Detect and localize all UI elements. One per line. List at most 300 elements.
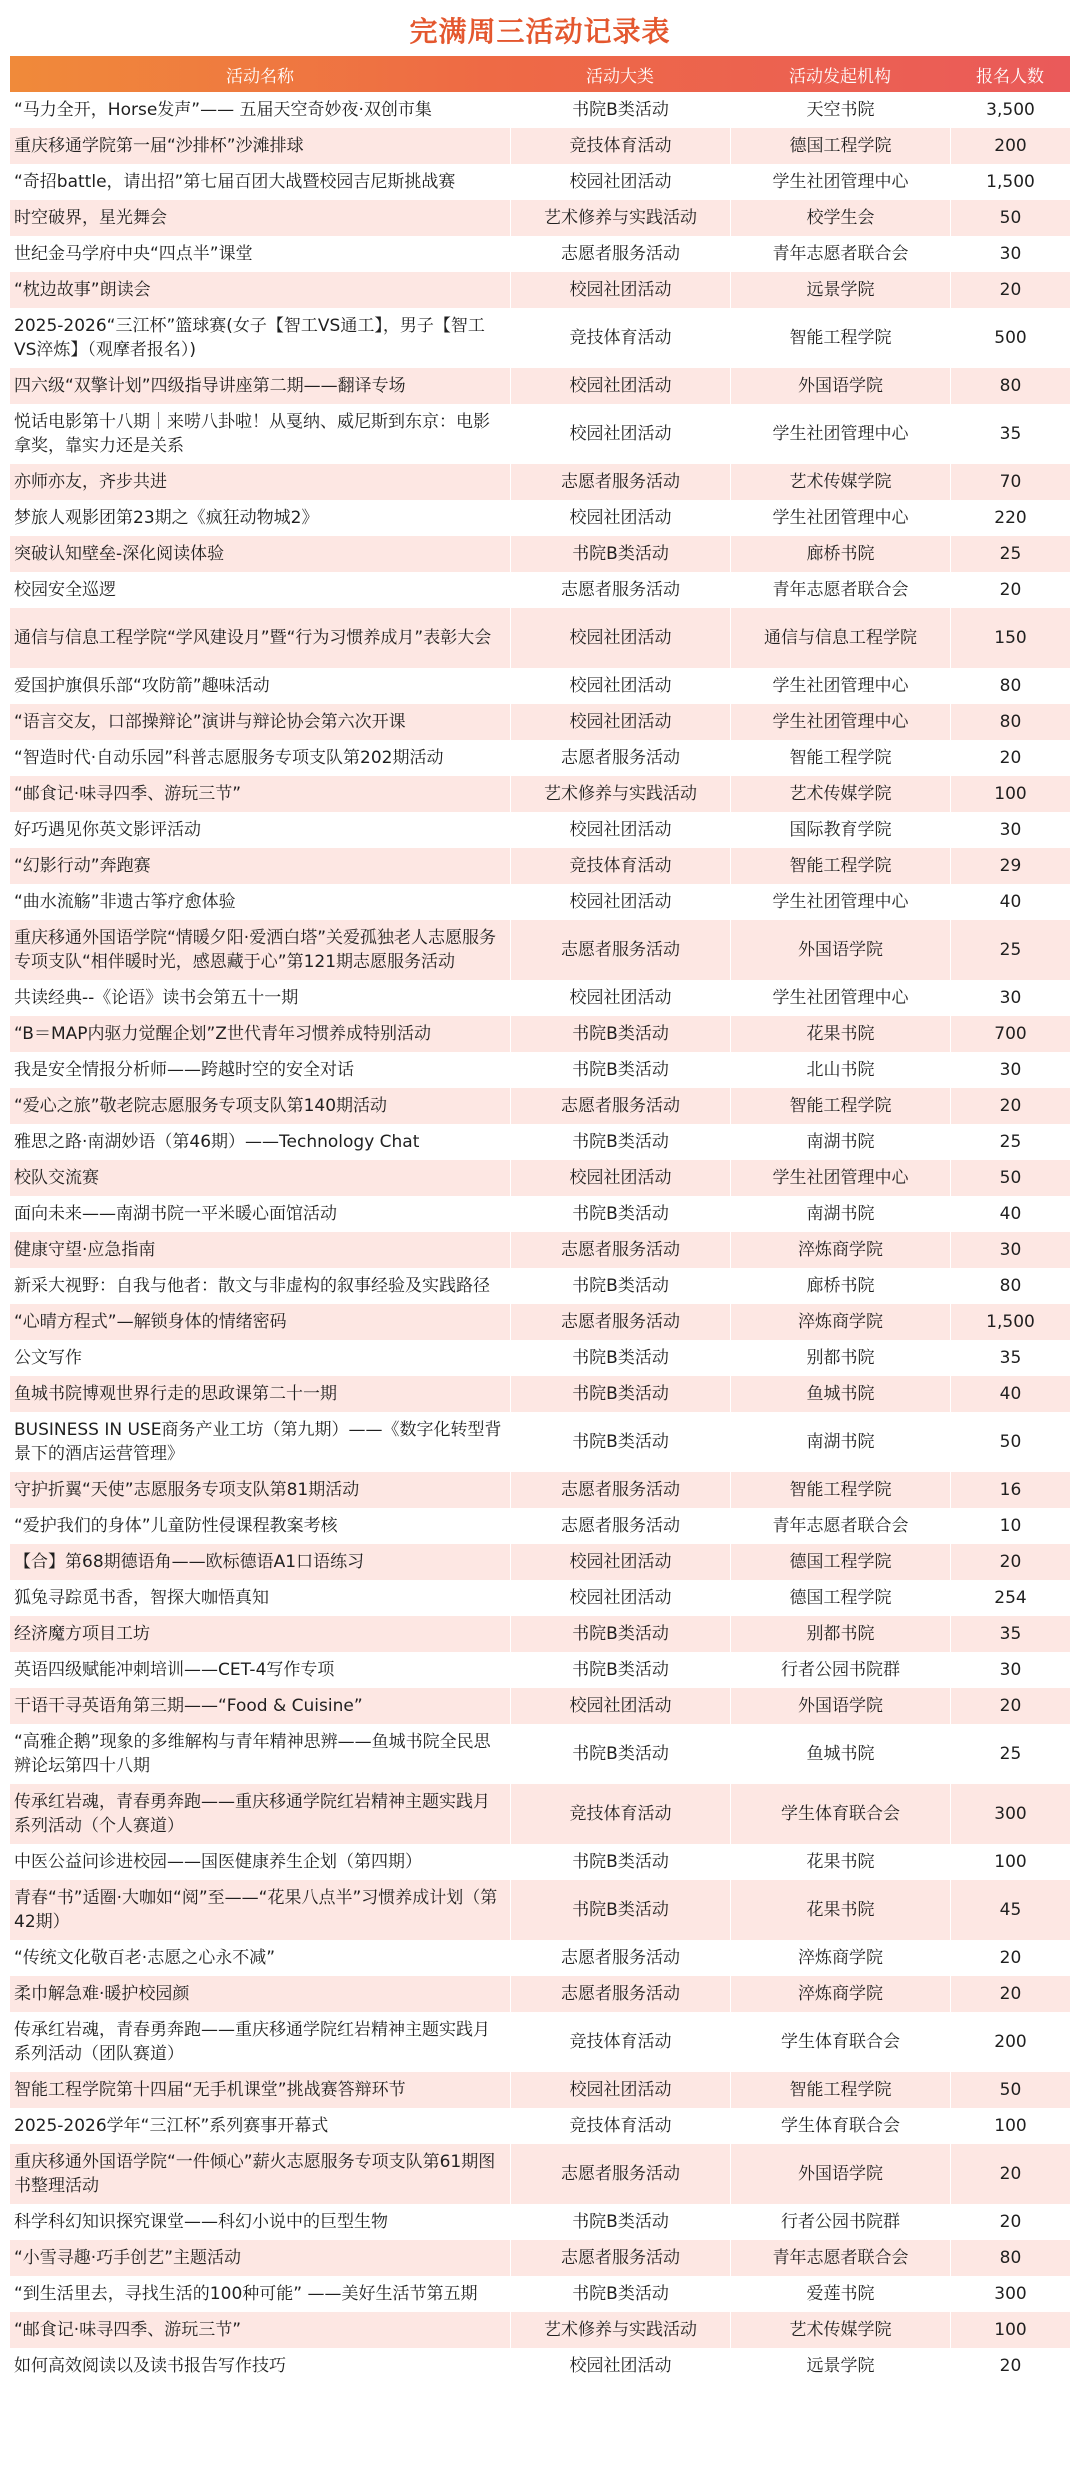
signup-count-cell (950, 500, 1070, 536)
activity-table (10, 92, 1070, 2384)
activity-name-cell (10, 1196, 510, 1232)
signup-count-cell (950, 1052, 1070, 1088)
activity-name-cell (10, 236, 510, 272)
table-row (10, 2240, 1070, 2276)
activity-category-cell-text: 艺术修养与实践活动 (544, 2320, 697, 2340)
signup-count-cell-text: 35 (999, 424, 1022, 444)
activity-category-cell-text: 书院B类活动 (572, 544, 669, 564)
activity-organizer-cell-text: 淬炼商学院 (798, 1240, 883, 1260)
table-row (10, 1196, 1070, 1232)
activity-name-cell (10, 2204, 510, 2240)
signup-count-cell-text: 20 (999, 1948, 1022, 1968)
activity-category-cell-text: 书院B类活动 (572, 1204, 669, 1224)
activity-organizer-cell-text: 学生体育联合会 (781, 2032, 900, 2052)
table-header (10, 56, 1070, 92)
activity-category-cell (510, 2240, 730, 2276)
activity-name-cell (10, 1940, 510, 1976)
activity-name-cell (10, 1544, 510, 1580)
signup-count-cell-text: 80 (999, 376, 1022, 396)
activity-organizer-cell-text: 远景学院 (806, 280, 875, 300)
table-row (10, 536, 1070, 572)
activity-organizer-cell (730, 2072, 950, 2108)
activity-organizer-cell (730, 1652, 950, 1688)
activity-organizer-cell-text: 远景学院 (806, 2356, 875, 2376)
activity-organizer-cell (730, 1880, 950, 1940)
activity-category-cell-text: 书院B类活动 (572, 1624, 669, 1644)
signup-count-cell-text: 25 (999, 544, 1022, 564)
activity-organizer-cell-text: 智能工程学院 (789, 748, 892, 768)
table-row (10, 1016, 1070, 1052)
signup-count-cell (950, 1196, 1070, 1232)
activity-category-cell-text: 校园社团活动 (569, 988, 672, 1008)
activity-name-cell (10, 1880, 510, 1940)
activity-organizer-cell-text: 鱼城书院 (806, 1384, 875, 1404)
signup-count-cell (950, 2108, 1070, 2144)
activity-organizer-cell (730, 608, 950, 668)
activity-category-cell (510, 1472, 730, 1508)
table-row (10, 272, 1070, 308)
signup-count-cell (950, 1508, 1070, 1544)
signup-count-cell (950, 848, 1070, 884)
activity-category-cell-text: 书院B类活动 (572, 1348, 669, 1368)
table-row (10, 1688, 1070, 1724)
signup-count-cell-text: 100 (994, 1852, 1027, 1872)
activity-name-cell-text: 健康守望·应急指南 (14, 1240, 156, 1260)
table-row (10, 848, 1070, 884)
header-activity-organizer: 活动发起机构 (789, 66, 891, 87)
activity-name-cell-text: “到生活里去，寻找生活的100种可能” ——美好生活节第五期 (14, 2284, 478, 2304)
activity-name-cell (10, 1016, 510, 1052)
activity-organizer-cell-text: 南湖书院 (806, 1204, 875, 1224)
activity-organizer-cell-text: 鱼城书院 (806, 1744, 875, 1764)
table-row (10, 1232, 1070, 1268)
activity-category-cell (510, 368, 730, 404)
activity-organizer-cell-text: 校学生会 (806, 208, 875, 228)
activity-organizer-cell-text: 青年志愿者联合会 (772, 2248, 909, 2268)
activity-category-cell (510, 776, 730, 812)
table-row (10, 128, 1070, 164)
activity-name-cell (10, 500, 510, 536)
activity-organizer-cell (730, 2108, 950, 2144)
activity-name-cell (10, 464, 510, 500)
activity-organizer-cell (730, 1232, 950, 1268)
signup-count-cell (950, 2312, 1070, 2348)
activity-category-cell-text: 书院B类活动 (572, 1276, 669, 1296)
signup-count-cell (950, 404, 1070, 464)
activity-name-cell-text: 世纪金马学府中央“四点半”课堂 (14, 244, 253, 264)
activity-organizer-cell (730, 236, 950, 272)
signup-count-cell-text: 150 (994, 628, 1027, 648)
sheet-title: 完满周三活动记录表 (409, 15, 671, 48)
activity-organizer-cell-text: 学生社团管理中心 (772, 676, 909, 696)
activity-organizer-cell-text: 学生社团管理中心 (772, 892, 909, 912)
activity-name-cell-text: 鱼城书院博观世界行走的思政课第二十一期 (14, 1384, 337, 1404)
activity-category-cell (510, 572, 730, 608)
table-row (10, 1724, 1070, 1784)
signup-count-cell (950, 1340, 1070, 1376)
table-row (10, 980, 1070, 1016)
activity-name-cell (10, 1376, 510, 1412)
signup-count-cell-text: 20 (999, 2212, 1022, 2232)
activity-name-cell (10, 2240, 510, 2276)
activity-name-cell-text: 爱国护旗俱乐部“攻防箭”趣味活动 (14, 676, 270, 696)
activity-category-cell-text: 校园社团活动 (569, 2356, 672, 2376)
signup-count-cell-text: 80 (999, 712, 1022, 732)
activity-name-cell (10, 1124, 510, 1160)
activity-organizer-cell (730, 500, 950, 536)
table-row (10, 308, 1070, 368)
activity-name-cell-text: 智能工程学院第十四届“无手机课堂”挑战赛答辩环节 (14, 2080, 406, 2100)
table-row (10, 1304, 1070, 1340)
activity-category-cell-text: 校园社团活动 (569, 280, 672, 300)
activity-category-cell-text: 校园社团活动 (569, 424, 672, 444)
activity-category-cell-text: 竞技体育活动 (569, 2116, 672, 2136)
table-row (10, 2312, 1070, 2348)
activity-organizer-cell (730, 1544, 950, 1580)
activity-organizer-cell (730, 812, 950, 848)
table-row (10, 2204, 1070, 2240)
activity-organizer-cell (730, 1088, 950, 1124)
signup-count-cell (950, 668, 1070, 704)
activity-organizer-cell (730, 920, 950, 980)
activity-organizer-cell (730, 2312, 950, 2348)
table-row (10, 2144, 1070, 2204)
activity-category-cell (510, 920, 730, 980)
signup-count-cell (950, 1472, 1070, 1508)
activity-category-cell-text: 校园社团活动 (569, 1588, 672, 1608)
activity-organizer-cell-text: 花果书院 (806, 1024, 875, 1044)
signup-count-cell-text: 40 (999, 1204, 1022, 1224)
activity-organizer-cell-text: 学生社团管理中心 (772, 172, 909, 192)
signup-count-cell-text: 20 (999, 1096, 1022, 1116)
activity-category-cell-text: 竞技体育活动 (569, 856, 672, 876)
activity-category-cell (510, 500, 730, 536)
activity-category-cell (510, 1880, 730, 1940)
signup-count-cell-text: 20 (999, 1552, 1022, 1572)
table-row (10, 2348, 1070, 2384)
activity-category-cell-text: 志愿者服务活动 (561, 2248, 680, 2268)
table-row (10, 1580, 1070, 1616)
signup-count-cell-text: 25 (999, 1132, 1022, 1152)
signup-count-cell (950, 1304, 1070, 1340)
activity-name-cell (10, 920, 510, 980)
activity-category-cell (510, 404, 730, 464)
activity-category-cell (510, 812, 730, 848)
activity-name-cell (10, 536, 510, 572)
signup-count-cell (950, 2348, 1070, 2384)
signup-count-cell (950, 1724, 1070, 1784)
table-row (10, 608, 1070, 668)
activity-category-cell-text: 志愿者服务活动 (561, 1516, 680, 1536)
activity-name-cell-text: 2025-2026学年“三江杯”系列赛事开幕式 (14, 2116, 329, 2136)
activity-name-cell (10, 884, 510, 920)
table-row (10, 2276, 1070, 2312)
signup-count-cell (950, 1124, 1070, 1160)
activity-name-cell (10, 368, 510, 404)
activity-name-cell-text: “邮食记·味寻四季、游玩三节” (14, 784, 242, 804)
activity-name-cell (10, 200, 510, 236)
activity-name-cell (10, 572, 510, 608)
signup-count-cell-text: 80 (999, 1276, 1022, 1296)
activity-name-cell-text: “高雅企鹅”现象的多维解构与青年精神思辨——鱼城书院全民思辨论坛第四十八期 (14, 1732, 491, 1776)
signup-count-cell-text: 254 (994, 1588, 1027, 1608)
activity-organizer-cell-text: 学生社团管理中心 (772, 712, 909, 732)
signup-count-cell (950, 1844, 1070, 1880)
table-row (10, 2012, 1070, 2072)
table-row (10, 668, 1070, 704)
activity-category-cell (510, 2012, 730, 2072)
activity-category-cell (510, 1160, 730, 1196)
table-row (10, 2108, 1070, 2144)
activity-name-cell (10, 1340, 510, 1376)
signup-count-cell (950, 1376, 1070, 1412)
activity-name-cell (10, 1412, 510, 1472)
activity-organizer-cell (730, 1724, 950, 1784)
activity-organizer-cell-text: 南湖书院 (806, 1432, 875, 1452)
activity-organizer-cell (730, 572, 950, 608)
activity-category-cell (510, 1268, 730, 1304)
signup-count-cell-text: 25 (999, 1744, 1022, 1764)
signup-count-cell (950, 1616, 1070, 1652)
activity-name-cell (10, 1616, 510, 1652)
table-row (10, 740, 1070, 776)
signup-count-cell (950, 1268, 1070, 1304)
signup-count-cell-text: 25 (999, 940, 1022, 960)
activity-category-cell-text: 校园社团活动 (569, 2080, 672, 2100)
activity-organizer-cell (730, 1412, 950, 1472)
activity-category-cell (510, 668, 730, 704)
activity-name-cell (10, 1844, 510, 1880)
activity-category-cell (510, 1580, 730, 1616)
activity-category-cell (510, 536, 730, 572)
activity-organizer-cell-text: 外国语学院 (798, 1696, 883, 1716)
signup-count-cell (950, 92, 1070, 128)
activity-name-cell (10, 2312, 510, 2348)
activity-organizer-cell-text: 青年志愿者联合会 (772, 1516, 909, 1536)
activity-organizer-cell-text: 通信与信息工程学院 (764, 628, 917, 648)
activity-name-cell-text: 亦师亦友，齐步共进 (14, 472, 167, 492)
activity-name-cell (10, 1508, 510, 1544)
activity-category-cell-text: 校园社团活动 (569, 892, 672, 912)
activity-name-cell (10, 740, 510, 776)
activity-category-cell (510, 1688, 730, 1724)
activity-organizer-cell-text: 智能工程学院 (789, 1480, 892, 1500)
activity-category-cell (510, 236, 730, 272)
activity-category-cell-text: 书院B类活动 (572, 1432, 669, 1452)
signup-count-cell (950, 1232, 1070, 1268)
activity-category-cell-text: 艺术修养与实践活动 (544, 784, 697, 804)
signup-count-cell-text: 20 (999, 2164, 1022, 2184)
table-row (10, 1508, 1070, 1544)
activity-category-cell (510, 1724, 730, 1784)
activity-category-cell (510, 1412, 730, 1472)
activity-organizer-cell-text: 学生体育联合会 (781, 1804, 900, 1824)
signup-count-cell-text: 300 (994, 2284, 1027, 2304)
table-row (10, 704, 1070, 740)
activity-organizer-cell (730, 2012, 950, 2072)
activity-name-cell-text: 青春“书”适圈·大咖如“阅”至——“花果八点半”习惯养成计划（第42期） (14, 1888, 498, 1932)
activity-name-cell (10, 2144, 510, 2204)
activity-organizer-cell (730, 2348, 950, 2384)
activity-organizer-cell (730, 1304, 950, 1340)
activity-organizer-cell (730, 704, 950, 740)
activity-name-cell-text: “马力全开，Horse发声”—— 五届天空奇妙夜·双创市集 (14, 100, 432, 120)
signup-count-cell-text: 50 (999, 1168, 1022, 1188)
activity-name-cell (10, 2276, 510, 2312)
signup-count-cell-text: 30 (999, 244, 1022, 264)
signup-count-cell (950, 1976, 1070, 2012)
table-row (10, 1412, 1070, 1472)
activity-organizer-cell (730, 1016, 950, 1052)
activity-name-cell-text: 重庆移通学院第一届“沙排杯”沙滩排球 (14, 136, 304, 156)
activity-category-cell-text: 书院B类活动 (572, 1060, 669, 1080)
activity-organizer-cell (730, 1052, 950, 1088)
activity-category-cell (510, 980, 730, 1016)
activity-name-cell (10, 92, 510, 128)
activity-category-cell-text: 校园社团活动 (569, 820, 672, 840)
activity-organizer-cell-text: 德国工程学院 (789, 136, 892, 156)
activity-name-cell (10, 776, 510, 812)
table-row (10, 500, 1070, 536)
table-row (10, 164, 1070, 200)
activity-name-cell-text: BUSINESS IN USE商务产业工坊（第九期）——《数字化转型背景下的酒店运营管理》 (14, 1420, 502, 1464)
activity-name-cell-text: 中医公益问诊进校园——国医健康养生企划（第四期） (14, 1852, 422, 1872)
activity-name-cell-text: 梦旅人观影团第23期之《疯狂动物城2》 (14, 508, 319, 528)
activity-name-cell-text: 我是安全情报分析师——跨越时空的安全对话 (14, 1060, 354, 1080)
signup-count-cell (950, 812, 1070, 848)
activity-category-cell (510, 1052, 730, 1088)
signup-count-cell (950, 2276, 1070, 2312)
activity-category-cell-text: 书院B类活动 (572, 1744, 669, 1764)
activity-category-cell (510, 2108, 730, 2144)
signup-count-cell-text: 100 (994, 784, 1027, 804)
activity-organizer-cell-text: 学生体育联合会 (781, 2116, 900, 2136)
activity-category-cell (510, 1616, 730, 1652)
activity-organizer-cell (730, 776, 950, 812)
signup-count-cell-text: 35 (999, 1348, 1022, 1368)
activity-category-cell-text: 志愿者服务活动 (561, 1480, 680, 1500)
activity-category-cell (510, 1544, 730, 1580)
activity-name-cell (10, 2072, 510, 2108)
table-row (10, 404, 1070, 464)
activity-name-cell-text: 校园安全巡逻 (14, 580, 116, 600)
signup-count-cell (950, 464, 1070, 500)
activity-organizer-cell-text: 学生社团管理中心 (772, 508, 909, 528)
activity-organizer-cell-text: 艺术传媒学院 (789, 2320, 892, 2340)
signup-count-cell-text: 200 (994, 136, 1027, 156)
signup-count-cell-text: 20 (999, 580, 1022, 600)
activity-organizer-cell-text: 爱莲书院 (806, 2284, 875, 2304)
table-row (10, 1160, 1070, 1196)
activity-category-cell (510, 1088, 730, 1124)
activity-organizer-cell (730, 884, 950, 920)
activity-category-cell-text: 志愿者服务活动 (561, 1984, 680, 2004)
activity-name-cell-text: 四六级“双擎计划”四级指导讲座第二期——翻译专场 (14, 376, 406, 396)
activity-organizer-cell-text: 外国语学院 (798, 2164, 883, 2184)
activity-name-cell (10, 2348, 510, 2384)
activity-organizer-cell (730, 1784, 950, 1844)
activity-organizer-cell (730, 164, 950, 200)
activity-name-cell-text: “枕边故事”朗读会 (14, 280, 151, 300)
activity-name-cell-text: 2025-2026“三江杯”篮球赛(女子【智工VS通工】，男子【智工VS淬炼】（观摩者报名）) (14, 316, 485, 360)
activity-category-cell (510, 884, 730, 920)
activity-category-cell-text: 志愿者服务活动 (561, 940, 680, 960)
activity-organizer-cell (730, 404, 950, 464)
activity-organizer-cell-text: 智能工程学院 (789, 328, 892, 348)
activity-organizer-cell (730, 1472, 950, 1508)
activity-name-cell-text: 守护折翼“天使”志愿服务专项支队第81期活动 (14, 1480, 360, 1500)
activity-organizer-cell-text: 淬炼商学院 (798, 1312, 883, 1332)
activity-category-cell (510, 1940, 730, 1976)
activity-organizer-cell-text: 智能工程学院 (789, 2080, 892, 2100)
table-row (10, 236, 1070, 272)
activity-organizer-cell (730, 272, 950, 308)
activity-category-cell (510, 1652, 730, 1688)
activity-organizer-cell (730, 668, 950, 704)
activity-name-cell-text: “曲水流觞”非遗古筝疗愈体验 (14, 892, 236, 912)
table-row (10, 884, 1070, 920)
activity-organizer-cell-text: 别都书院 (806, 1348, 875, 1368)
activity-organizer-cell-text: 德国工程学院 (789, 1588, 892, 1608)
activity-category-cell (510, 200, 730, 236)
table-row (10, 1544, 1070, 1580)
activity-organizer-cell-text: 花果书院 (806, 1900, 875, 1920)
activity-category-cell-text: 艺术修养与实践活动 (544, 208, 697, 228)
signup-count-cell-text: 45 (999, 1900, 1022, 1920)
activity-name-cell (10, 980, 510, 1016)
activity-category-cell-text: 校园社团活动 (569, 376, 672, 396)
activity-category-cell (510, 2312, 730, 2348)
table-row (10, 1880, 1070, 1940)
activity-organizer-cell (730, 128, 950, 164)
activity-organizer-cell-text: 学生社团管理中心 (772, 1168, 909, 1188)
activity-name-cell-text: 传承红岩魂，青春勇奔跑——重庆移通学院红岩精神主题实践月系列活动（个人赛道） (14, 1792, 490, 1836)
activity-name-cell (10, 1784, 510, 1844)
activity-name-cell-text: 悦话电影第十八期｜来唠八卦啦！从戛纳、威尼斯到东京：电影拿奖，靠实力还是关系 (14, 412, 490, 456)
activity-category-cell (510, 2144, 730, 2204)
activity-name-cell-text: 通信与信息工程学院“学风建设月”暨“行为习惯养成月”表彰大会 (14, 628, 492, 648)
activity-organizer-cell-text: 学生社团管理中心 (772, 424, 909, 444)
activity-category-cell (510, 92, 730, 128)
activity-category-cell (510, 1016, 730, 1052)
signup-count-cell-text: 3,500 (986, 100, 1035, 120)
table-row (10, 1844, 1070, 1880)
activity-name-cell (10, 404, 510, 464)
activity-organizer-cell-text: 别都书院 (806, 1624, 875, 1644)
signup-count-cell (950, 1580, 1070, 1616)
signup-count-cell-text: 20 (999, 280, 1022, 300)
activity-name-cell-text: 时空破界，星光舞会 (14, 208, 167, 228)
activity-name-cell-text: 狐兔寻踪觅书香，智探大咖悟真知 (14, 1588, 269, 1608)
activity-category-cell-text: 志愿者服务活动 (561, 1240, 680, 1260)
activity-name-cell-text: 面向未来——南湖书院一平米暖心面馆活动 (14, 1204, 337, 1224)
signup-count-cell (950, 1016, 1070, 1052)
header-signup-count: 报名人数 (976, 66, 1044, 87)
signup-count-cell (950, 980, 1070, 1016)
activity-category-cell (510, 2276, 730, 2312)
activity-organizer-cell-text: 行者公园书院群 (781, 1660, 900, 1680)
activity-category-cell-text: 校园社团活动 (569, 676, 672, 696)
signup-count-cell (950, 1784, 1070, 1844)
signup-count-cell (950, 2204, 1070, 2240)
activity-name-cell-text: 共读经典--《论语》读书会第五十一期 (14, 988, 299, 1008)
activity-organizer-cell-text: 外国语学院 (798, 940, 883, 960)
activity-name-cell-text: “邮食记·味寻四季、游玩三节” (14, 2320, 242, 2340)
activity-category-cell (510, 1340, 730, 1376)
signup-count-cell-text: 50 (999, 2080, 1022, 2100)
activity-organizer-cell-text: 廊桥书院 (806, 1276, 875, 1296)
signup-count-cell (950, 368, 1070, 404)
